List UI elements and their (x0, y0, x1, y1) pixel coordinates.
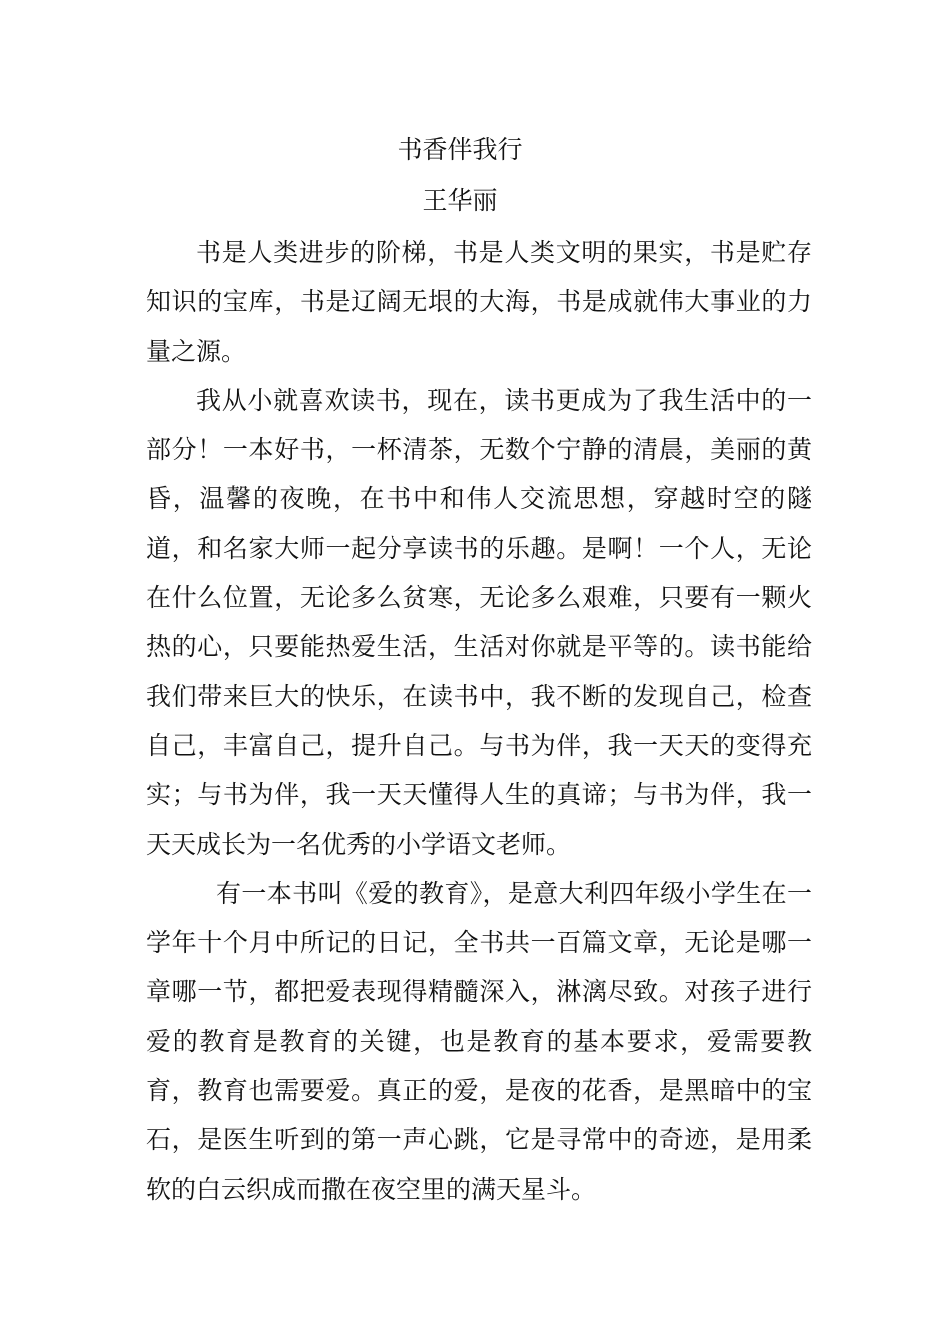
document-body (146, 228, 812, 1214)
document-title: 书香伴我行 (397, 135, 523, 164)
paragraph-1: 书是人类进步的阶梯，书是人类文明的果实，书是贮存知识的宝库，书是辽阔无垠的大海，书是成就伟大事业的力量之源。 (146, 238, 812, 366)
paragraph-3: 有一本书叫《爱的教育》，是意大利四年级小学生在一学年十个月中所记的日记，全书共一百篇文章，无论是哪一章哪一节，都把爱表现得精髓深入，淋漓尽致。对孩子进行爱的教育是教育的关键，也是教育的基本要求，爱需要教育，教育也需要爱。真正的爱，是夜的花香，是黑暗中的宝石，是医生听到的第一声心跳，它是寻常中的奇迹，是用柔软的白云织成而撒在夜空里的满天星斗。 (146, 878, 812, 1204)
paragraph-2: 我从小就喜欢读书，现在，读书更成为了我生活中的一部分！一本好书，一杯清茶，无数个宁静的清晨，美丽的黄昏，温馨的夜晚，在书中和伟人交流思想，穿越时空的隧道，和名家大师一起分享读书的乐趣。是啊！一个人，无论在什么位置，无论多么贫寒，无论多么艰难，只要有一颗火热的心，只要能热爱生活，生活对你就是平等的。读书能给我们带来巨大的快乐，在读书中，我不断的发现自己，检查自己，丰富自己，提升自己。与书为伴，我一天天的变得充实；与书为伴，我一天天懂得人生的真谛；与书为伴，我一天天成长为一名优秀的小学语文老师。 (146, 385, 812, 859)
document-author: 王华丽 (422, 186, 498, 215)
